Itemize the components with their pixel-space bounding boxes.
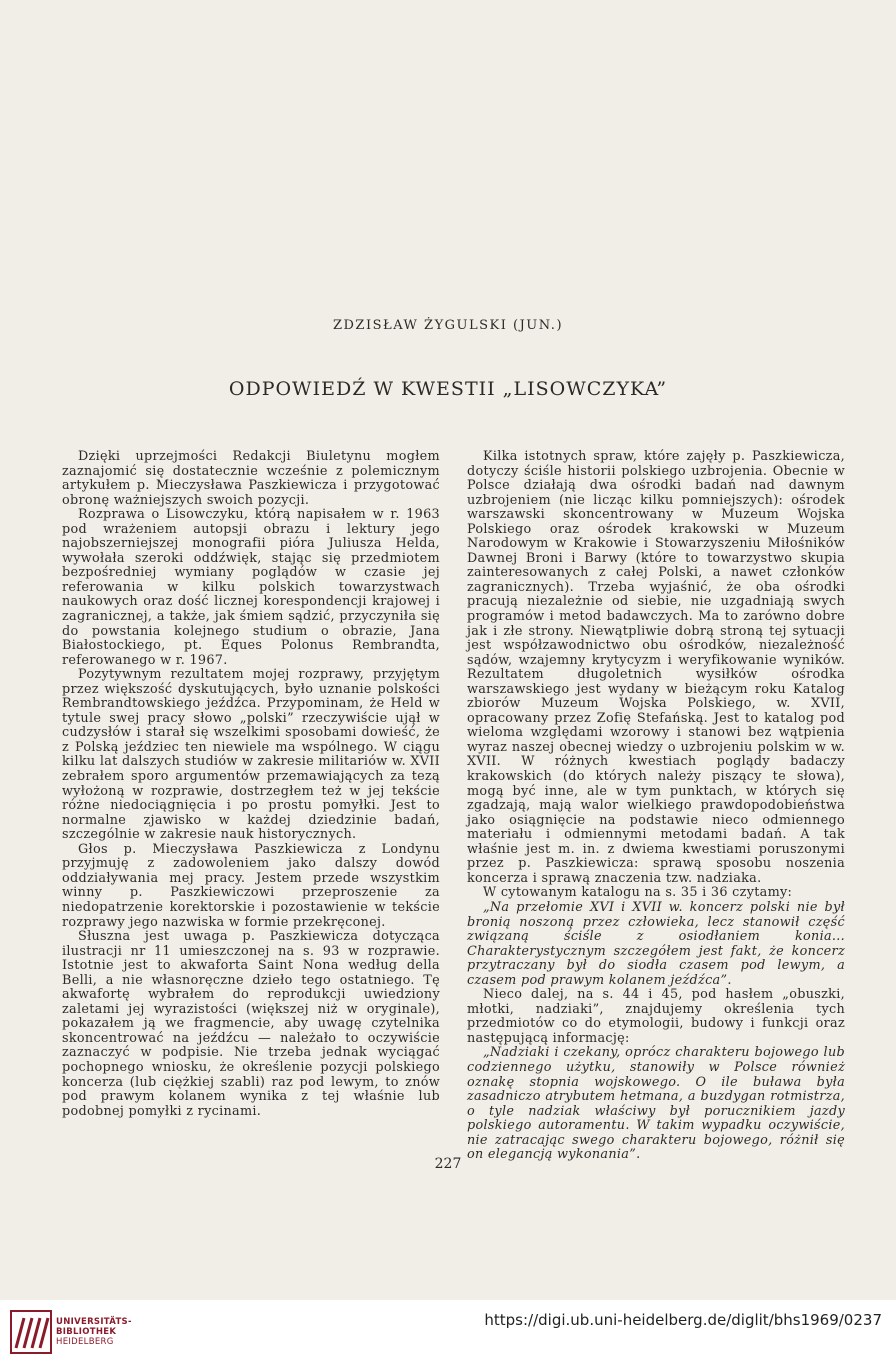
right-column: [467, 450, 845, 1163]
quote-paragraph: „Na przełomie XVI i XVII w. koncerz polski nie był bronią noszoną przez człowieka, lecz stanowił część związaną ściśle z osiodłaniem konia... Charakterystycznym szczegółem jest fakt, że koncerz przytraczany był do siodła czasem pod lewym, a czasem pod prawym kolanem jeźdźca”.: [467, 899, 845, 988]
paragraph: Dzięki uprzejmości Redakcji Biuletynu mogłem zaznajomić się dostatecznie wcześnie z polemicznym artykułem p. Mieczysława Paszkiewicza i przygotować obronę ważniejszych swoich pozycji.: [62, 449, 440, 508]
page-number: 227: [434, 1156, 462, 1172]
paragraph: Głos p. Mieczysława Paszkiewicza z Londynu przyjmuję z zadowoleniem jako dalszy dowód oddziaływania mej pracy. Jestem przede wszystkim winny p. Paszkiewiczowi przeproszenie za niedopatrzenie korektorskie i pozostawienie w tekście rozprawy jego nazwiska w formie przekręconej.: [62, 841, 440, 930]
library-name-line: HEIDELBERG: [56, 1337, 114, 1347]
article-title: ODPOWIEDŹ W KWESTII „LISOWCZYKA”: [228, 378, 668, 400]
paragraph: W cytowanym katalogu na s. 35 i 36 czytamy:: [483, 885, 793, 901]
paragraph: Pozytywnym rezultatem mojej rozprawy, przyjętym przez większość dyskutujących, było uznanie polskości Rembrandtowskiego jeźdźca. Przypominam, że Held w tytule swej pracy słowo „polski” rzeczywiście ujął w cudzysłów i starał się wszelkimi sposobami dowieść, że z Polską jeździec ten niewiele ma wspólnego. W ciągu kilku lat dalszych studiów w zakresie militariów w. XVII zebrałem sporo argumentów przemawiających za tezą wyłożoną w rozprawie, dostrzegłem też w jej tekście różne niedociągnięcia i po prostu pomyłki. Jest to normalne zjawisko w każdej dziedzinie badań, szczególnie w zakresie nauk historycznych.: [62, 667, 440, 843]
library-name: [56, 1317, 132, 1347]
left-column: [62, 450, 440, 1119]
library-name-line: BIBLIOTHEK: [56, 1327, 117, 1337]
paragraph: Nieco dalej, na s. 44 i 45, pod hasłem „obuszki, młotki, nadziaki”, znajdujemy określenia tych przedmiotów co do etymologii, budowy i funkcji oraz następującą informację:: [467, 987, 845, 1046]
permalink-url[interactable]: https://digi.ub.uni-heidelberg.de/diglit/bhs1969/0237: [484, 1311, 882, 1329]
library-name-line: UNIVERSITÄTS-: [56, 1317, 132, 1327]
viewer-footer: [0, 1300, 896, 1365]
paragraph: Kilka istotnych spraw, które zajęły p. Paszkiewicza, dotyczy ściśle historii polskiego uzbrojenia. Obecnie w Polsce działają dwa ośrodki badań nad dawnym uzbrojeniem (nie licząc kilku pomniejszych): ośrodek warszawski skoncentrowany w Muzeum Wojska Polskiego oraz ośrodek krakowski w Muzeum Narodowym w Krakowie i Stowarzyszeniu Miłośników Dawnej Broni i Barwy (które to towarzystwo skupia zainteresowanych z całej Polski, a nawet członków zagranicznych). Trzeba wyjaśnić, że oba ośrodki pracują niezależnie od siebie, nie uzgadniają swych programów i metod badawczych. Ma to zarówno dobre jak i złe strony. Niewątpliwie dobrą stroną tej sytuacji jest współzawodnictwo obu ośrodków, niezależność sądów, wzajemny krytycyzm i weryfikowanie wyników. Rezultatem długoletnich wysiłków ośrodka warszawskiego jest wydany w bieżącym roku Katalog zbiorów Muzeum Wojska Polskiego, w. XVII, opracowany przez Zofię Stefańską. Jest to katalog pod wieloma względami wzorowy i stanowi bez wątpienia wyraz naszej obecnej wiedzy o uzbrojeniu polskim w w. XVII. W różnych kwestiach poglądy badaczy krakowskich (do których należy piszący te słowa), mogą być inne, ale w tym punktach, w których się zgadzają, mają walor wielkiego prawdopodobieństwa jako osiągnięcie na podstawie nieco odmiennego materiału i odmiennymi metodami badań. A tak właśnie jest m. in. z dwiema kwestiami poruszonymi przez p. Paszkiewicza: sprawą sposobu noszenia koncerza i sprawą znaczenia tzw. nadziaka.: [467, 449, 845, 886]
paragraph: Słuszna jest uwaga p. Paszkiewicza dotycząca ilustracji nr 11 umieszczonej na s. 93 w rozprawie. Istotnie jest to akwaforta Saint Nona według della Belli, a nie własnoręczne dzieło tego ostatniego. Tę akwafortę wybrałem do reprodukcji uwiedziony zaletami jej wyrazistości (większej niż w oryginale), pokazałem ją we fragmencie, aby uwagę czytelnika skoncentrować na jeźdźcu — należało to oczywiście zaznaczyć w podpisie. Nie trzeba jednak wyciągać pochopnego wniosku, że określenie pozycji polskiego koncerza (lub ciężkiej szabli) raz pod lewym, to znów pod prawym kolanem wynika z tej właśnie lub podobnej pomyłki z rycinami.: [62, 929, 440, 1119]
quote-paragraph: „Nadziaki i czekany, oprócz charakteru bojowego lub codziennego użytku, stanowiły w Polsce również oznakę stopnia wojskowego. O ile buława była zasadniczo atrybutem hetmana, a buzdygan rotmistrza, o tyle nadziak właściwy był porucznikiem jazdy polskiego autoramentu. W takim wypadku oczywiście, nie zatracając swego charakteru bojowego, różnił się on elegancją wykonania”.: [467, 1045, 845, 1163]
paragraph: Rozprawa o Lisowczyku, którą napisałem w r. 1963 pod wrażeniem autopsji obrazu i lektury jego najobszerniejszej monografii pióra Juliusza Helda, wywołała szeroki oddźwięk, stając się przedmiotem bezpośredniej wymiany poglądów w czasie jej referowania w kilku polskich towarzystwach naukowych oraz dość licznej korespondencji krajowej i zagranicznej, a także, jak śmiem sądzić, przyczyniła się do powstania kolejnego studium o obrazie, Jana Białostockiego, pt. Eques Polonus Rembrandta, referowanego w r. 1967.: [62, 507, 440, 668]
university-library-logo-icon: [10, 1310, 52, 1354]
article-author: ZDZISŁAW ŻYGULSKI (JUN.): [332, 318, 564, 333]
